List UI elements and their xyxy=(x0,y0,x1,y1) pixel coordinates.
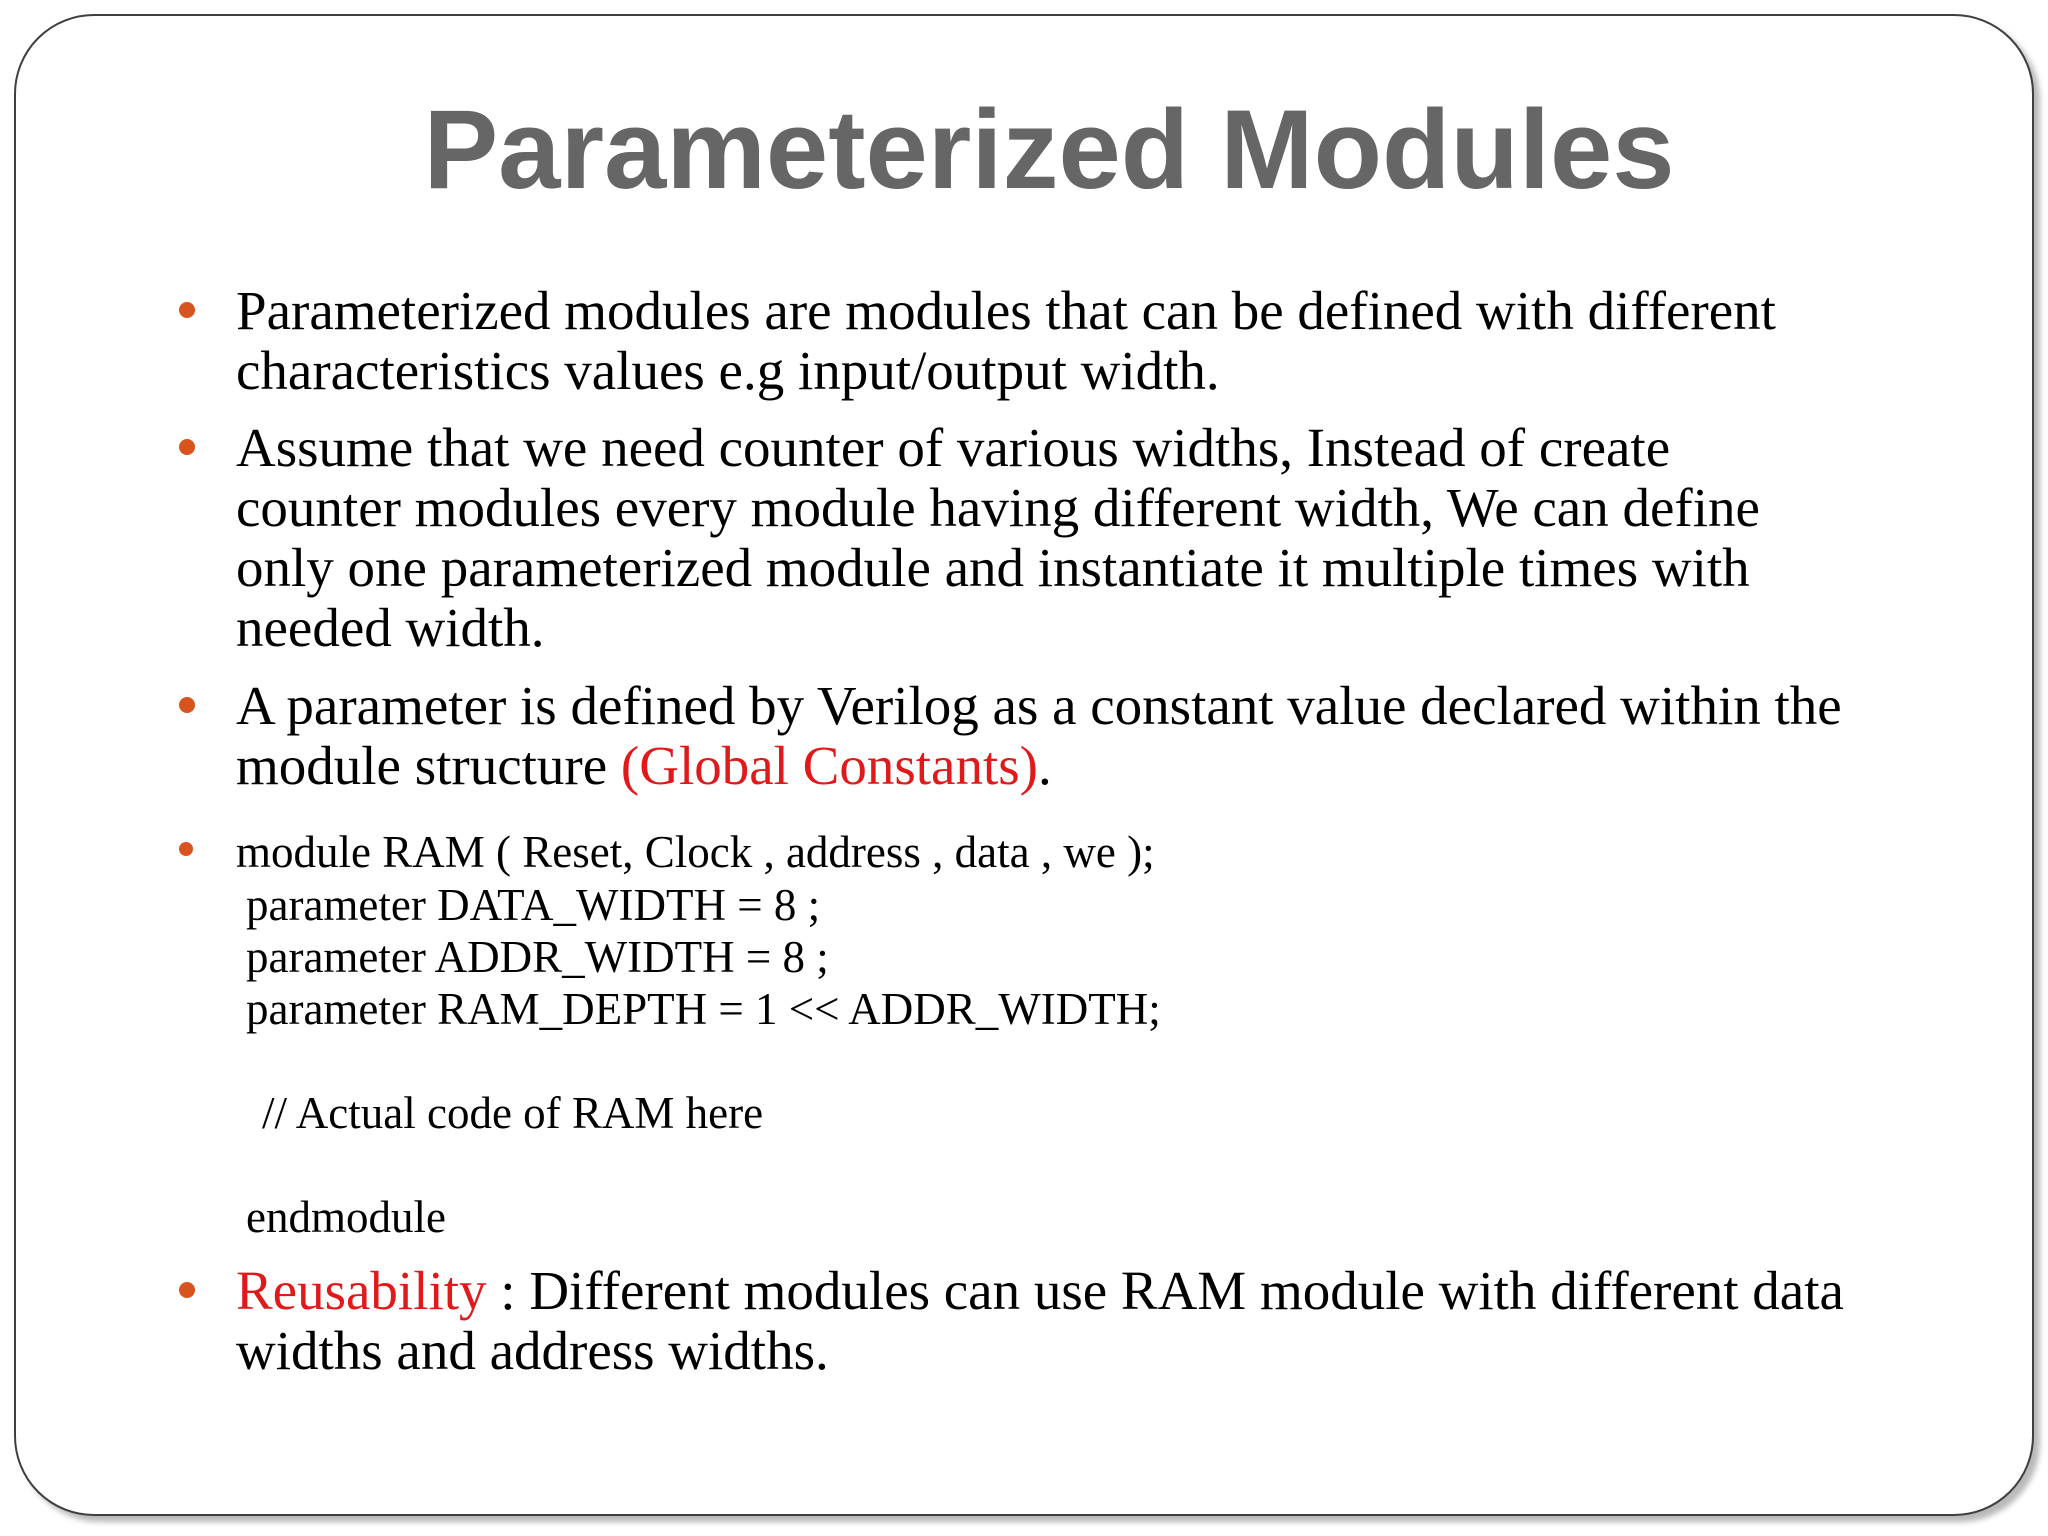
bullet-item-parameterized-definition xyxy=(236,281,1896,401)
code-endmodule: endmodule xyxy=(246,1192,446,1242)
bullet-text-line: needed width. xyxy=(236,597,545,658)
code-param-data-width: parameter DATA_WIDTH = 8 ; xyxy=(246,880,821,930)
bullet-item-parameter-definition xyxy=(236,676,1896,796)
code-param-ram-depth: parameter RAM_DEPTH = 1 << ADDR_WIDTH; xyxy=(246,984,1161,1034)
bullet-text-line xyxy=(236,1261,1896,1321)
code-header-line xyxy=(236,826,1436,878)
slide-title: Parameterized Modules xyxy=(423,87,1675,212)
bullet-text-line: A parameter is defined by Verilog as a constant value declared within the xyxy=(236,675,1842,736)
reusability-description: : Different modules can use RAM module with different data xyxy=(486,1260,1844,1321)
global-constants-highlight: (Global Constants) xyxy=(620,735,1038,796)
bullet-text-line xyxy=(236,736,1896,796)
bullet-text-line: only one parameterized module and instantiate it multiple times with xyxy=(236,537,1750,598)
bullet-item-reusability xyxy=(236,1261,1896,1381)
bullet-text-suffix: . xyxy=(1037,735,1052,796)
bullet-text-line: counter modules every module having different width, We can define xyxy=(236,477,1760,538)
reusability-term: Reusability xyxy=(236,1260,487,1321)
bullet-text-prefix: module structure xyxy=(236,735,621,796)
code-param-addr-width: parameter ADDR_WIDTH = 8 ; xyxy=(246,932,829,982)
bullet-text-line: widths and address widths. xyxy=(236,1320,829,1381)
bullet-text-line: characteristics values e.g input/output width. xyxy=(236,340,1220,401)
bullet-text-line: Assume that we need counter of various widths, Instead of create xyxy=(236,417,1671,478)
code-comment: // Actual code of RAM here xyxy=(262,1088,764,1138)
bullet-text-line: Parameterized modules are modules that can be defined with different xyxy=(236,280,1776,341)
bullet-item-counter-example xyxy=(236,418,1896,658)
code-module-declaration: module RAM ( Reset, Clock , address , data , we ); xyxy=(236,827,1155,877)
